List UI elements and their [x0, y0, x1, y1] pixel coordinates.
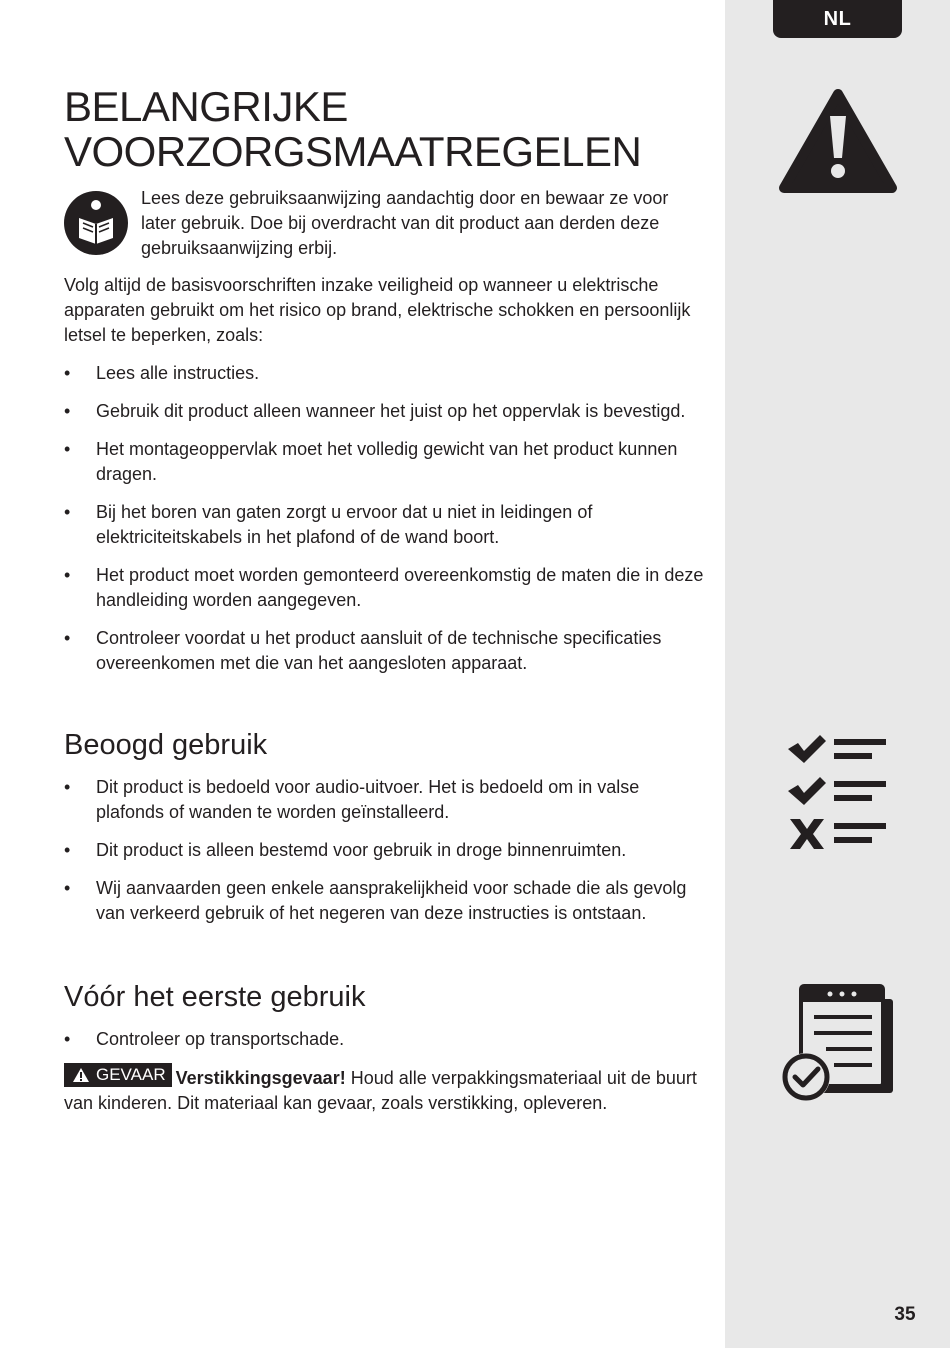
intro-text: Lees deze gebruiksaanwijzing aandachtig door en bewaar ze voor later gebruik. Doe bij overdracht van dit product aan derden deze gebruiksaanwijzing erbij.	[141, 188, 669, 258]
warning-triangle-icon	[778, 88, 898, 196]
page-number: 35	[894, 1304, 916, 1325]
title-line-2: VOORZORGSMAATREGELEN	[64, 128, 642, 175]
list-item: • Controleer voordat u het product aansluit of de technische specificaties overeenkomen met die van het aangesloten apparaat.	[64, 626, 709, 676]
danger-badge-label: GEVAAR	[96, 1065, 166, 1084]
sidebar	[725, 0, 950, 1348]
before-first-use-list	[64, 1027, 709, 1065]
document-check-icon	[780, 983, 898, 1105]
danger-notice	[64, 1063, 704, 1116]
language-tab: NL	[773, 0, 902, 38]
read-manual-icon	[63, 190, 129, 256]
danger-triangle-icon	[72, 1067, 90, 1083]
danger-text: Houd alle verpakkingsmateriaal uit de buurt van kinderen. Dit materiaal kan gevaar, zoals verstikking, opleveren.	[64, 1068, 697, 1113]
before-first-use-heading: Vóór het eerste gebruik	[64, 981, 366, 1013]
intended-use-heading: Beoogd gebruik	[64, 729, 268, 761]
safety-list	[64, 361, 709, 689]
list-item: • Dit product is bedoeld voor audio-uitvoer. Het is bedoeld om in valse plafonds of wanden te worden geïnstalleerd.	[64, 775, 709, 825]
title-line-1: BELANGRIJKE	[64, 83, 348, 130]
list-item: • Gebruik dit product alleen wanneer het juist op het oppervlak is bevestigd.	[64, 399, 709, 424]
list-item: • Controleer op transportschade.	[64, 1027, 709, 1052]
safety-intro: Volg altijd de basisvoorschriften inzake veiligheid op wanneer u elektrische apparaten gebruikt om het risico op brand, elektrische schokken en persoonlijk letsel te beperken, zoals:	[64, 275, 691, 345]
list-item: • Bij het boren van gaten zorgt u ervoor dat u niet in leidingen of elektriciteitskabels in het plafond of de wand boort.	[64, 500, 709, 550]
checklist-icon	[786, 733, 890, 851]
intended-use-list	[64, 775, 709, 939]
list-item: • Het product moet worden gemonteerd overeenkomstig de maten die in deze handleiding worden aangegeven.	[64, 563, 709, 613]
list-item: • Wij aanvaarden geen enkele aansprakelijkheid voor schade die als gevolg van verkeerd gebruik of het negeren van deze instructies is ontstaan.	[64, 876, 709, 926]
danger-badge	[64, 1063, 172, 1087]
page-title	[64, 84, 714, 174]
list-item: • Lees alle instructies.	[64, 361, 709, 386]
danger-title: Verstikkingsgevaar!	[175, 1068, 346, 1088]
list-item: • Dit product is alleen bestemd voor gebruik in droge binnenruimten.	[64, 838, 709, 863]
list-item: • Het montageoppervlak moet het volledig gewicht van het product kunnen dragen.	[64, 437, 709, 487]
